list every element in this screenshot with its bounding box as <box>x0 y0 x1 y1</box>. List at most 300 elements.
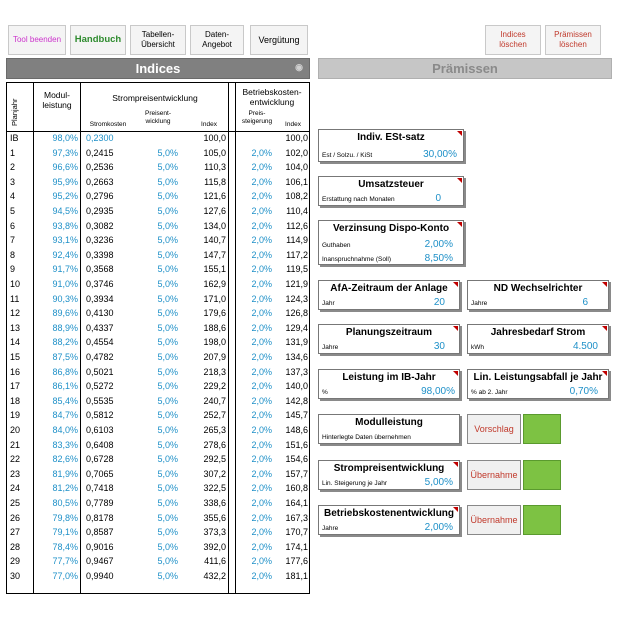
preissteigerung-cell[interactable]: 2,0% <box>251 279 272 289</box>
betrieb-index-cell: 157,7 <box>285 468 308 479</box>
index-cell: 100,0 <box>203 133 226 143</box>
praemissen-banner <box>318 58 612 79</box>
planjahr-cell: 24 <box>10 483 21 494</box>
preissteigerung-cell[interactable]: 2,0% <box>251 191 272 202</box>
preisentwicklung-cell[interactable]: 5,0% <box>157 512 178 523</box>
table-row <box>6 541 316 555</box>
strompreisentwicklung-label: Lin. Steigerung je Jahr <box>322 480 388 487</box>
planjahr-cell: 16 <box>10 366 21 377</box>
modulleistung-cell[interactable]: 77,0% <box>52 571 78 581</box>
planjahr-cell: 23 <box>10 468 21 479</box>
index-cell: 338,6 <box>203 498 226 508</box>
preissteigerung-cell[interactable]: 2,0% <box>251 162 272 173</box>
preissteigerung-cell[interactable]: 2,0% <box>251 498 272 508</box>
preissteigerung-cell[interactable]: 2,0% <box>251 352 272 362</box>
preisentwicklung-cell[interactable]: 5,0% <box>157 293 178 304</box>
stromkosten-cell: 0,4554 <box>86 337 114 348</box>
betrieb-index-cell: 112,6 <box>286 220 308 231</box>
preisentwicklung-cell[interactable]: 5,0% <box>157 527 178 538</box>
modulleistung-cell[interactable]: 87,5% <box>52 352 78 362</box>
preisentwicklung-cell[interactable]: 5,0% <box>157 206 178 216</box>
modulleistung-cell[interactable]: 86,8% <box>52 366 78 377</box>
modulleistung-cell[interactable]: 98,0% <box>52 133 78 143</box>
stromkosten-cell: 0,4782 <box>86 352 114 362</box>
modulleistung-cell[interactable]: 83,3% <box>52 439 78 450</box>
comment-marker-icon <box>602 282 607 287</box>
index-cell: 110,3 <box>204 162 226 173</box>
strombedarf-box <box>467 324 609 354</box>
planjahr-cell: 7 <box>10 235 16 246</box>
table-row <box>6 176 316 190</box>
preisentwicklung-cell[interactable]: 5,0% <box>157 264 178 275</box>
index-cell: 307,2 <box>203 468 226 479</box>
abfall-title: Lin. Leistungsabfall je Jahr <box>473 372 603 383</box>
comment-marker-icon <box>453 371 458 376</box>
strombedarf-title: Jahresbedarf Strom <box>490 327 586 338</box>
planjahr-cell: 30 <box>10 571 21 581</box>
table-row <box>6 468 316 482</box>
est-value[interactable]: 30,00% <box>423 149 457 160</box>
stromkosten-cell: 0,4337 <box>86 322 114 333</box>
col-header-index: Index <box>201 121 217 128</box>
stromkosten-cell: 0,5021 <box>86 366 114 377</box>
planjahr-cell: 8 <box>10 249 16 260</box>
index-cell: 207,9 <box>203 352 226 362</box>
betrieb-index-cell: 167,3 <box>285 512 308 523</box>
comment-marker-icon <box>602 371 607 376</box>
vorschlag-indicator <box>523 414 561 444</box>
preissteigerung-cell[interactable]: 2,0% <box>251 468 272 479</box>
betrieb-index-cell: 160,8 <box>285 483 308 494</box>
table-row <box>6 278 316 292</box>
modulleistung-cell[interactable]: 90,3% <box>52 293 78 304</box>
preissteigerung-cell[interactable]: 2,0% <box>251 176 272 187</box>
afa-label: Jahr <box>322 300 335 307</box>
preisentwicklung-cell[interactable]: 5,0% <box>157 468 178 479</box>
table-row <box>6 439 316 453</box>
betrieb-index-cell: 181,1 <box>285 571 308 581</box>
leistung-box <box>318 369 460 399</box>
planjahr-cell: 26 <box>10 512 21 523</box>
modulleistung-cell[interactable]: 92,4% <box>52 249 78 260</box>
strompreisentwicklung-value[interactable]: 5,00% <box>424 477 453 488</box>
betrieb-index-cell: 151,6 <box>285 439 308 450</box>
betriebskostenentwicklung-value[interactable]: 2,00% <box>424 522 453 533</box>
planjahr-cell: 1 <box>10 147 16 158</box>
nd-title: ND Wechselrichter <box>493 283 583 294</box>
stromkosten-cell: 0,3082 <box>86 220 114 231</box>
nd-box <box>467 280 609 310</box>
col-header-preissteigerung: Preis-steigerung <box>241 110 273 125</box>
col-header-preisentwicklung: Preisent-wicklung <box>144 110 171 125</box>
betrieb-index-cell: 117,2 <box>286 249 308 260</box>
preissteigerung-cell[interactable]: 2,0% <box>251 235 272 246</box>
preisentwicklung-cell[interactable]: 5,0% <box>157 191 178 202</box>
comment-marker-icon <box>453 326 458 331</box>
preissteigerung-cell[interactable]: 2,0% <box>251 293 272 304</box>
preissteigerung-cell[interactable]: 2,0% <box>251 571 272 581</box>
modulleistung-cell[interactable]: 89,6% <box>52 308 78 319</box>
betrieb-index-cell: 148,6 <box>285 425 308 435</box>
planjahr-cell: 10 <box>10 279 21 289</box>
index-cell: 105,0 <box>203 147 226 158</box>
col-header-modulleistung: Modul-leistung <box>42 90 72 110</box>
preisentwicklung-cell[interactable]: 5,0% <box>157 220 178 231</box>
modulleistung-cell[interactable]: 84,0% <box>52 425 78 435</box>
comment-marker-icon <box>602 326 607 331</box>
preisentwicklung-cell[interactable]: 5,0% <box>157 381 178 392</box>
betrieb-index-cell: 110,4 <box>286 206 308 216</box>
index-cell: 240,7 <box>203 395 226 406</box>
index-cell: 252,7 <box>203 410 226 421</box>
index-cell: 355,6 <box>203 512 226 523</box>
comment-marker-icon <box>457 222 462 227</box>
table-row <box>6 351 316 365</box>
preisentwicklung-cell[interactable]: 5,0% <box>157 571 178 581</box>
preissteigerung-cell[interactable]: 2,0% <box>251 454 272 465</box>
preisentwicklung-cell[interactable]: 5,0% <box>157 439 178 450</box>
ust-value[interactable]: 0 <box>435 193 441 204</box>
planjahr-cell: 28 <box>10 541 21 552</box>
preissteigerung-cell[interactable]: 2,0% <box>251 512 272 523</box>
ust-title: Umsatzsteuer <box>358 179 424 190</box>
abfall-box <box>467 369 609 399</box>
preissteigerung-cell[interactable]: 2,0% <box>251 322 272 333</box>
stromkosten-cell: 0,6728 <box>86 454 114 465</box>
table-row <box>6 570 316 584</box>
modulleistung-cell[interactable]: 82,6% <box>52 454 78 465</box>
betriebskostenentwicklung-box <box>318 505 460 535</box>
preissteigerung-cell[interactable]: 2,0% <box>251 206 272 216</box>
vorschlag-button[interactable]: Vorschlag <box>467 414 521 444</box>
preissteigerung-cell[interactable]: 2,0% <box>251 556 272 567</box>
modulleistung-title: Modulleistung <box>355 417 423 428</box>
preisentwicklung-cell[interactable]: 5,0% <box>157 337 178 348</box>
dispo-value-soll[interactable]: 8,50% <box>424 253 453 264</box>
indices-loeschen-button[interactable]: Indices löschen <box>485 25 541 55</box>
index-cell: 392,0 <box>203 541 226 552</box>
betrieb-index-cell: 129,4 <box>285 322 308 333</box>
index-cell: 218,3 <box>203 366 226 377</box>
modulleistung-cell[interactable]: 93,8% <box>52 220 78 231</box>
modulleistung-cell[interactable]: 97,3% <box>52 147 78 158</box>
preissteigerung-cell[interactable]: 2,0% <box>251 220 272 231</box>
planjahr-cell: 6 <box>10 220 16 231</box>
planjahr-cell: 25 <box>10 498 21 508</box>
afa-title: AfA-Zeitraum der Anlage <box>330 283 448 294</box>
betrieb-index-cell: 174,1 <box>285 541 308 552</box>
modulleistung-cell[interactable]: 81,9% <box>52 468 78 479</box>
modulleistung-cell[interactable]: 78,4% <box>52 541 78 552</box>
col-header-betriebskosten: Betriebskosten-entwicklung <box>242 87 302 107</box>
table-row <box>6 293 316 307</box>
preisentwicklung-cell[interactable]: 5,0% <box>157 454 178 465</box>
preissteigerung-cell[interactable]: 2,0% <box>251 264 272 275</box>
betrieb-index-cell: 131,9 <box>285 337 308 348</box>
est-label: Est / Solzu. / KiSt <box>322 152 373 159</box>
preissteigerung-cell[interactable]: 2,0% <box>251 308 272 319</box>
preisentwicklung-cell[interactable]: 5,0% <box>157 425 178 435</box>
stromkosten-cell: 0,9016 <box>86 541 114 552</box>
planjahr-cell: IB <box>10 133 19 143</box>
planjahr-cell: 5 <box>10 206 16 216</box>
dispo-title: Verzinsung Dispo-Konto <box>332 223 450 234</box>
stromkosten-cell: 0,8178 <box>86 512 114 523</box>
stromkosten-cell: 0,5812 <box>86 410 114 421</box>
leistung-label: % <box>322 389 328 396</box>
uebernahme-betrieb-indicator <box>523 505 561 535</box>
tool-beenden-button[interactable]: Tool beenden <box>8 25 66 55</box>
preisentwicklung-cell[interactable]: 5,0% <box>157 176 178 187</box>
dispo-label-guthaben: Guthaben <box>322 242 351 249</box>
planjahr-cell: 19 <box>10 410 21 421</box>
stromkosten-cell: 0,3568 <box>86 264 114 275</box>
modulleistung-cell[interactable]: 94,5% <box>52 206 78 216</box>
betrieb-index-cell: 126,8 <box>285 308 308 319</box>
preissteigerung-cell[interactable]: 2,0% <box>251 439 272 450</box>
index-cell: 432,2 <box>203 571 226 581</box>
comment-marker-icon <box>457 131 462 136</box>
table-row <box>6 555 316 569</box>
table-row <box>6 366 316 380</box>
indices-rows <box>6 132 316 592</box>
stromkosten-cell: 0,2663 <box>86 176 114 187</box>
table-row <box>6 322 316 336</box>
table-row <box>6 220 316 234</box>
preisentwicklung-cell[interactable]: 5,0% <box>157 279 178 289</box>
table-row <box>6 205 316 219</box>
table-row <box>6 336 316 350</box>
planjahr-cell: 4 <box>10 191 16 202</box>
verguetung-button[interactable]: Vergütung <box>250 25 308 55</box>
planjahr-cell: 29 <box>10 556 21 567</box>
betriebskostenentwicklung-label: Jahre <box>322 525 339 532</box>
betriebskostenentwicklung-title: Betriebskostenentwicklung <box>323 508 455 519</box>
preisentwicklung-cell[interactable]: 5,0% <box>157 322 178 333</box>
stromkosten-cell: 0,3236 <box>86 235 114 246</box>
dispo-value-guthaben[interactable]: 2,00% <box>424 239 453 250</box>
settings-icon: ◉ <box>295 62 303 72</box>
planjahr-cell: 21 <box>10 439 21 450</box>
modulleistung-cell[interactable]: 95,2% <box>52 191 78 202</box>
betrieb-index-cell: 100,0 <box>285 133 308 143</box>
planung-box <box>318 324 460 354</box>
preissteigerung-cell[interactable]: 2,0% <box>251 541 272 552</box>
modulleistung-cell[interactable]: 86,1% <box>52 381 78 392</box>
daten-angebot-button[interactable]: Daten-Angebot <box>190 25 244 55</box>
ust-label: Erstattung nach Monaten <box>322 196 395 203</box>
preisentwicklung-cell[interactable]: 5,0% <box>157 352 178 362</box>
stromkosten-cell: 0,3746 <box>86 279 114 289</box>
modulleistung-cell[interactable]: 84,7% <box>52 410 78 421</box>
tabellen-uebersicht-button[interactable]: Tabellen-Übersicht <box>130 25 186 55</box>
strombedarf-value[interactable]: 4.500 <box>572 341 598 352</box>
betrieb-index-cell: 142,8 <box>285 395 308 406</box>
table-row <box>6 132 316 146</box>
comment-marker-icon <box>457 178 462 183</box>
modulleistung-cell[interactable]: 81,2% <box>52 483 78 494</box>
table-row <box>6 424 316 438</box>
betrieb-index-cell: 177,6 <box>285 556 308 567</box>
col-header-stromkosten: Stromkosten <box>89 121 127 128</box>
leistung-value[interactable]: 98,00% <box>421 386 455 397</box>
table-row <box>6 249 316 263</box>
modulleistung-cell[interactable]: 79,8% <box>52 512 78 523</box>
planung-value[interactable]: 30 <box>433 341 445 352</box>
table-row <box>6 482 316 496</box>
index-cell: 373,3 <box>203 527 226 538</box>
betrieb-index-cell: 140,0 <box>285 381 308 392</box>
indices-banner <box>6 58 310 79</box>
modulleistung-cell[interactable]: 88,2% <box>52 337 78 348</box>
stromkosten-cell: 0,3934 <box>86 293 114 304</box>
modulleistung-cell[interactable]: 80,5% <box>52 498 78 508</box>
preisentwicklung-cell[interactable]: 5,0% <box>157 395 178 406</box>
index-cell: 121,6 <box>203 191 226 202</box>
table-row <box>6 263 316 277</box>
modulleistung-cell[interactable]: 93,1% <box>52 235 78 246</box>
planjahr-cell: 15 <box>10 352 21 362</box>
preissteigerung-cell[interactable]: 2,0% <box>251 381 272 392</box>
table-row <box>6 395 316 409</box>
table-row <box>6 161 316 175</box>
modulleistung-cell[interactable]: 96,6% <box>52 162 78 173</box>
abfall-label: % ab 2. Jahr <box>471 389 508 396</box>
preisentwicklung-cell[interactable]: 5,0% <box>157 366 178 377</box>
betrieb-index-cell: 170,7 <box>285 527 308 538</box>
indices-title: Indices <box>135 61 181 76</box>
modulleistung-box <box>318 414 460 444</box>
betrieb-index-cell: 121,9 <box>285 279 308 289</box>
preissteigerung-cell[interactable]: 2,0% <box>251 249 272 260</box>
betrieb-index-cell: 134,6 <box>285 352 308 362</box>
stromkosten-cell: 0,2415 <box>86 147 114 158</box>
planjahr-cell: 9 <box>10 264 16 275</box>
modulleistung-cell[interactable]: 91,0% <box>52 279 78 289</box>
modulleistung-label: Hinterlegte Daten übernehmen <box>322 434 411 441</box>
preissteigerung-cell[interactable]: 2,0% <box>251 425 272 435</box>
comment-marker-icon <box>453 462 458 467</box>
stromkosten-cell: 0,3398 <box>86 249 114 260</box>
table-row <box>6 526 316 540</box>
preisentwicklung-cell[interactable]: 5,0% <box>157 541 178 552</box>
handbuch-button[interactable]: Handbuch <box>70 25 126 55</box>
preisentwicklung-cell[interactable]: 5,0% <box>157 308 178 319</box>
est-box <box>318 129 464 162</box>
planjahr-cell: 20 <box>10 425 21 435</box>
planjahr-cell: 18 <box>10 395 21 406</box>
preisentwicklung-cell[interactable]: 5,0% <box>157 498 178 508</box>
stromkosten-cell: 0,7418 <box>86 483 114 494</box>
preisentwicklung-cell[interactable]: 5,0% <box>157 235 178 246</box>
stromkosten-cell: 0,7789 <box>86 498 114 508</box>
afa-box <box>318 280 460 310</box>
betrieb-index-cell: 145,7 <box>285 410 308 421</box>
preissteigerung-cell[interactable]: 2,0% <box>251 337 272 348</box>
betrieb-index-cell: 137,3 <box>285 366 308 377</box>
stromkosten-cell: 0,2536 <box>86 162 114 173</box>
preissteigerung-cell[interactable]: 2,0% <box>251 395 272 406</box>
stromkosten-cell: 0,9467 <box>86 556 114 567</box>
index-cell: 229,2 <box>203 381 226 392</box>
planjahr-cell: 22 <box>10 454 21 465</box>
index-cell: 188,6 <box>203 322 226 333</box>
praemissen-loeschen-button[interactable]: Prämissen löschen <box>545 25 601 55</box>
index-cell: 198,0 <box>203 337 226 348</box>
modulleistung-cell[interactable]: 79,1% <box>52 527 78 538</box>
stromkosten-cell: 0,9940 <box>86 571 114 581</box>
preissteigerung-cell[interactable]: 2,0% <box>251 527 272 538</box>
col-header-planjahr: Planjahr <box>10 98 19 126</box>
stromkosten-cell: 0,2935 <box>86 206 114 216</box>
modulleistung-cell[interactable]: 85,4% <box>52 395 78 406</box>
index-cell: 265,3 <box>203 425 226 435</box>
uebernahme-strom-button[interactable]: Übernahme <box>467 460 521 490</box>
planjahr-cell: 2 <box>10 162 16 173</box>
preissteigerung-cell[interactable]: 2,0% <box>251 147 272 158</box>
ust-box <box>318 176 464 206</box>
betrieb-index-cell: 104,0 <box>285 162 308 173</box>
modulleistung-cell[interactable]: 91,7% <box>52 264 78 275</box>
stromkosten-cell: 0,2300 <box>86 133 114 143</box>
modulleistung-cell[interactable]: 77,7% <box>52 556 78 567</box>
uebernahme-betrieb-button[interactable]: Übernahme <box>467 505 521 535</box>
strompreisentwicklung-box <box>318 460 460 490</box>
planung-title: Planungszeitraum <box>345 327 433 338</box>
preisentwicklung-cell[interactable]: 5,0% <box>157 483 178 494</box>
preissteigerung-cell[interactable]: 2,0% <box>251 483 272 494</box>
preisentwicklung-cell[interactable]: 5,0% <box>157 162 178 173</box>
table-row <box>6 409 316 423</box>
index-cell: 292,5 <box>203 454 226 465</box>
planjahr-cell: 17 <box>10 381 21 392</box>
planjahr-cell: 27 <box>10 527 21 538</box>
praemissen-title: Prämissen <box>432 61 498 76</box>
preissteigerung-cell[interactable]: 2,0% <box>251 366 272 377</box>
indices-table <box>6 82 316 597</box>
preissteigerung-cell[interactable]: 2,0% <box>251 410 272 421</box>
strombedarf-label: kWh <box>471 344 484 351</box>
nd-value[interactable]: 6 <box>582 297 588 308</box>
index-cell: 127,6 <box>203 206 226 216</box>
modulleistung-cell[interactable]: 95,9% <box>52 176 78 187</box>
col-header-index-2: Index <box>285 121 301 128</box>
preisentwicklung-cell[interactable]: 5,0% <box>157 249 178 260</box>
stromkosten-cell: 0,5272 <box>86 381 114 392</box>
stromkosten-cell: 0,4130 <box>86 308 114 319</box>
strompreisentwicklung-title: Strompreisentwicklung <box>333 463 445 474</box>
planjahr-cell: 13 <box>10 322 21 333</box>
comment-marker-icon <box>453 507 458 512</box>
betrieb-index-cell: 106,1 <box>285 176 308 187</box>
planung-label: Jahre <box>322 344 339 351</box>
preisentwicklung-cell[interactable]: 5,0% <box>157 556 178 567</box>
planjahr-cell: 12 <box>10 308 21 319</box>
dispo-box <box>318 220 464 265</box>
abfall-value[interactable]: 0,70% <box>569 386 598 397</box>
afa-value[interactable]: 20 <box>433 297 445 308</box>
betrieb-index-cell: 108,2 <box>285 191 308 202</box>
betrieb-index-cell: 154,6 <box>285 454 308 465</box>
preisentwicklung-cell[interactable]: 5,0% <box>157 147 178 158</box>
stromkosten-cell: 0,6408 <box>86 439 114 450</box>
preisentwicklung-cell[interactable]: 5,0% <box>157 410 178 421</box>
index-cell: 134,0 <box>203 220 226 231</box>
index-cell: 171,0 <box>203 293 226 304</box>
betrieb-index-cell: 102,0 <box>285 147 308 158</box>
betrieb-index-cell: 124,3 <box>285 293 308 304</box>
modulleistung-cell[interactable]: 88,9% <box>52 322 78 333</box>
